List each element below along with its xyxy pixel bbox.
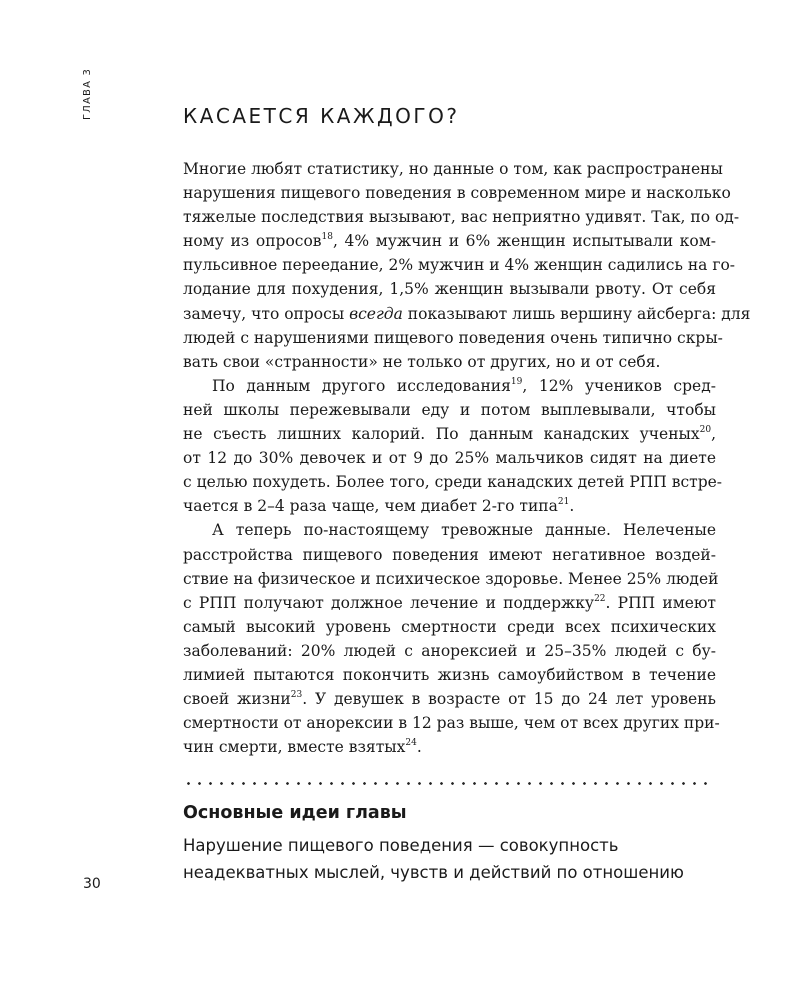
footnote-ref-23: 23 [290, 690, 303, 701]
text-line [183, 494, 716, 518]
paragraph-alarming-data [183, 518, 720, 759]
dotted-divider [183, 782, 711, 785]
text-fragment: чин смерти, вместе взятых [183, 738, 406, 757]
text-fragment: , [711, 425, 716, 444]
key-ideas-line: неадекватных мыслей, чувств и действий по отношению [183, 863, 684, 882]
text-line [183, 302, 751, 326]
text-line: нарушения пищевого поведения в современном мире и насколько [183, 184, 731, 203]
text-line [183, 735, 716, 759]
emphasis-word: всегда [349, 304, 403, 323]
text-line [183, 374, 716, 398]
text-fragment: не съесть лишних калорий. По данным канадских ученых [183, 425, 700, 444]
text-line [183, 687, 716, 711]
text-line: заболеваний: 20% людей с анорексией и 25–35% людей с бу- [183, 641, 716, 660]
text-line: от 12 до 30% девочек и от 9 до 25% мальчиков сидят на диете [183, 449, 716, 468]
text-fragment: . РПП имеют [605, 593, 716, 612]
key-ideas-title: Основные идеи главы [183, 803, 407, 823]
text-fragment: с РПП получают должное лечение и поддержку [183, 593, 595, 612]
text-line: ствие на физическое и психическое здоровье. Менее 25% людей [183, 569, 719, 588]
footnote-ref-24: 24 [405, 738, 417, 749]
section-heading: КАСАЕТСЯ КАЖДОГО? [183, 104, 460, 128]
text-line: людей с нарушениями пищевого поведения очень типично скры- [183, 328, 723, 347]
text-line: тяжелые последствия вызывают, вас неприятно удивят. Так, по од- [183, 208, 740, 227]
page-number: 30 [83, 876, 101, 892]
text-line [183, 229, 716, 253]
footnote-ref-21: 21 [557, 497, 570, 508]
text-line: пульсивное переедание, 2% мужчин и 4% женщин садились на го- [183, 256, 736, 275]
text-line: самый высокий уровень смертности среди всех психических [183, 617, 716, 636]
text-line: лодание для похудения, 1,5% женщин вызывали рвоту. От себя [183, 280, 716, 299]
chapter-label-text: ГЛАВА 3 [82, 67, 93, 120]
text-line: лимией пытаются покончить жизнь самоубийством в течение [183, 665, 716, 684]
text-fragment: замечу, что опросы [183, 304, 350, 323]
footnote-ref-18: 18 [321, 232, 333, 243]
text-fragment: , 4% мужчин и 6% женщин испытывали ком- [332, 232, 716, 251]
text-fragment: своей жизни [183, 690, 291, 709]
footnote-ref-19: 19 [510, 376, 523, 387]
text-fragment: показывают лишь вершину айсберга: для [402, 304, 751, 323]
text-fragment: По данным другого исследования [212, 376, 511, 395]
text-line [183, 591, 716, 615]
key-ideas-text [183, 832, 723, 886]
paragraph-studies [183, 374, 723, 519]
paragraph-statistics [183, 157, 751, 374]
chapter-label [76, 60, 106, 120]
text-line: Многие любят статистику, но данные о том, как распространены [183, 160, 723, 178]
text-fragment: ному из опросов [183, 232, 322, 251]
text-fragment: , 12% учеников сред- [522, 376, 716, 395]
text-line: А теперь по-настоящему тревожные данные. Нелеченые [212, 521, 716, 540]
text-line: расстройства пищевого поведения имеют негативное воздей- [183, 545, 716, 564]
text-line: с целью похудеть. Более того, среди канадских детей РПП встре- [183, 473, 723, 492]
text-line: смертности от анорексии в 12 раз выше, чем от всех других при- [183, 714, 720, 733]
text-fragment: . У девушек в возрасте от 15 до 24 лет уровень [302, 690, 716, 709]
key-ideas-line: Нарушение пищевого поведения — совокупность [183, 836, 619, 855]
footnote-ref-20: 20 [699, 425, 712, 436]
text-line [183, 422, 716, 446]
text-line: ней школы пережевывали еду и потом выплевывали, чтобы [183, 400, 716, 419]
text-fragment: чается в 2–4 раза чаще, чем диабет 2-го типа [183, 497, 558, 516]
text-line: вать свои «странности» не только от других, но и от себя. [183, 352, 661, 371]
footnote-ref-22: 22 [594, 593, 606, 604]
body-text [183, 157, 751, 759]
text-fragment: . [416, 738, 422, 757]
text-fragment: . [569, 497, 575, 516]
